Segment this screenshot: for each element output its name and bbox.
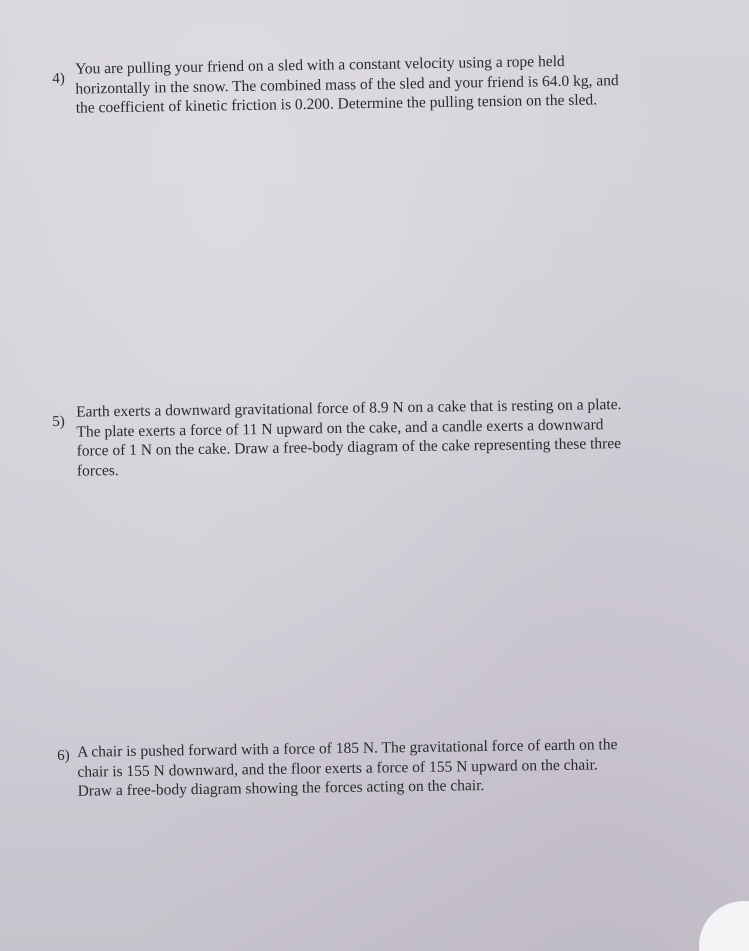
question-line: forces.: [76, 461, 119, 480]
question-text: [75, 51, 619, 118]
question-line: horizontally in the snow. The combined mass of the sled and your friend is 64.0 kg, and: [75, 71, 619, 98]
question-line: Earth exerts a downward gravitational force of 8.9 N on a cake that is resting on a plate.: [76, 396, 622, 421]
question-text: [77, 735, 618, 801]
question-line: the coefficient of kinetic friction is 0.200. Determine the pulling tension on the sled.: [75, 91, 598, 117]
question-line: A chair is pushed forward with a force of 185 N. The gravitational force of earth on the: [77, 736, 618, 761]
question-line: You are pulling your friend on a sled with a constant velocity using a rope held: [75, 52, 565, 78]
question-number: 6): [57, 747, 70, 764]
question-number: 4): [52, 70, 65, 87]
question-line: chair is 155 N downward, and the floor exerts a force of 155 N upward on the chair.: [77, 755, 598, 781]
question-number: 5): [52, 413, 65, 430]
question-line: The plate exerts a force of 11 N upward on the cake, and a candle exerts a downward: [76, 415, 604, 441]
question-text: [76, 395, 622, 481]
page-corner-highlight: [699, 901, 749, 951]
question-line: Draw a free-body diagram showing the forces acting on the chair.: [77, 777, 485, 800]
question-line: force of 1 N on the cake. Draw a free-body diagram of the cake representing these three: [76, 435, 622, 460]
